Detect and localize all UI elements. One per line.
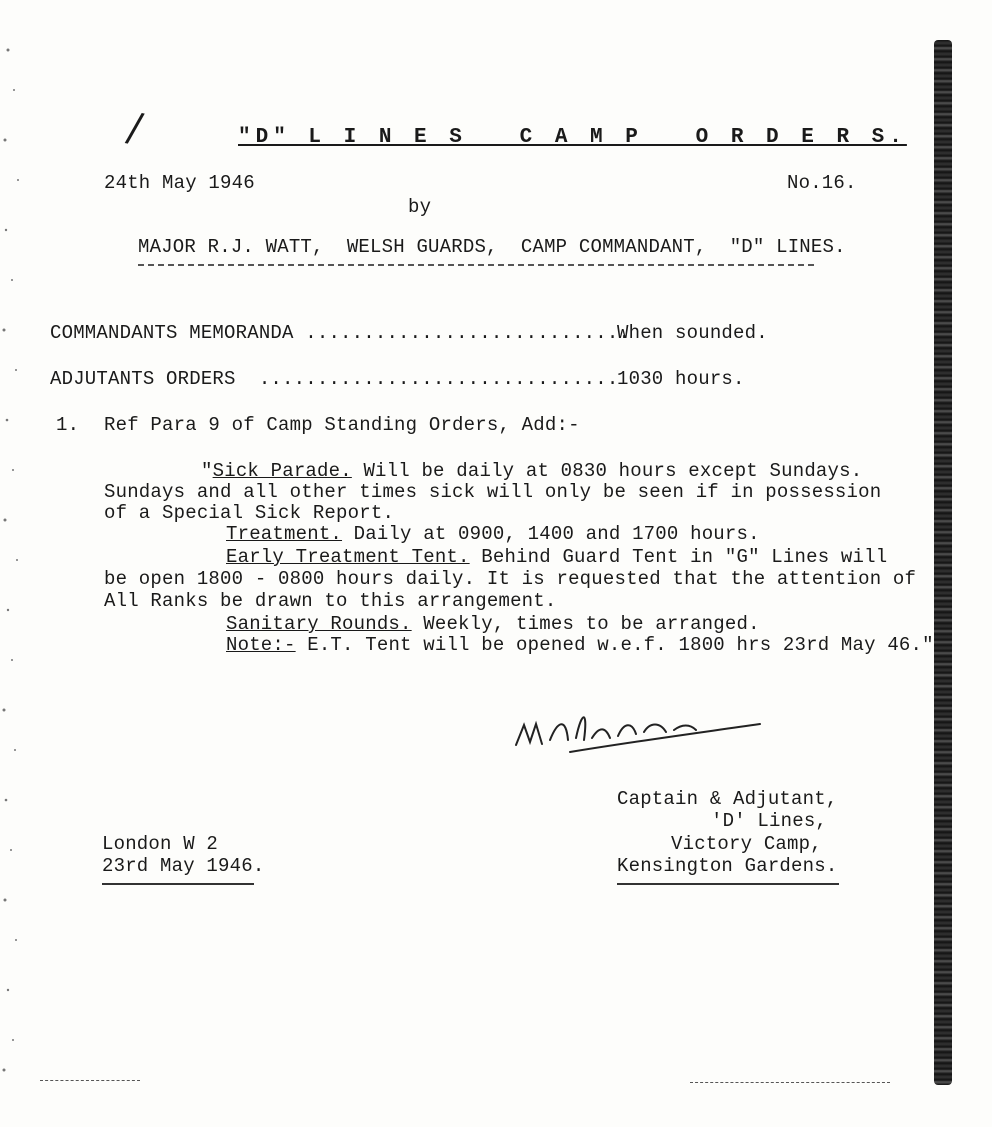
order-date: 24th May 1946 bbox=[104, 172, 255, 194]
early-treatment-heading: Early Treatment Tent. bbox=[226, 546, 470, 568]
issue-place: London W 2 bbox=[102, 833, 219, 855]
early-treatment-line-3: All Ranks be drawn to this arrangement. bbox=[104, 590, 557, 612]
para-number: 1. bbox=[56, 414, 80, 436]
issue-rule bbox=[102, 883, 254, 885]
early-treatment-text: Behind Guard Tent in "G" Lines will bbox=[469, 546, 888, 568]
sick-parade-line-3: of a Special Sick Report. bbox=[104, 502, 395, 524]
commandants-memoranda-value: When sounded. bbox=[617, 322, 768, 344]
treatment-heading: Treatment. bbox=[226, 523, 343, 545]
adjutants-orders-value: 1030 hours. bbox=[617, 368, 745, 390]
document-title: "D" L I N E S C A M P O R D E R S. bbox=[238, 126, 907, 149]
signatory-rule bbox=[617, 883, 839, 885]
note-text: E.T. Tent will be opened w.e.f. 1800 hrs 23rd May 46." bbox=[295, 634, 934, 656]
by-text: by bbox=[408, 196, 432, 218]
pen-tick-mark: / bbox=[123, 104, 147, 152]
sick-parade-heading: Sick Parade. bbox=[212, 460, 352, 482]
sick-parade-quote: " bbox=[201, 460, 213, 482]
bottom-scan-line-left bbox=[40, 1080, 140, 1081]
commandants-memoranda-label: COMMANDANTS MEMORANDA ............................ bbox=[50, 322, 631, 344]
early-treatment-line bbox=[226, 546, 887, 568]
sanitary-rounds-text: Weekly, times to be arranged. bbox=[411, 613, 760, 635]
sick-parade-line-2: Sundays and all other times sick will only be seen if in possession bbox=[104, 481, 882, 503]
signatory-location: Kensington Gardens. bbox=[617, 855, 838, 877]
issue-date: 23rd May 1946. bbox=[102, 855, 265, 877]
signatory-title: Captain & Adjutant, bbox=[617, 788, 838, 810]
sanitary-rounds-heading: Sanitary Rounds. bbox=[226, 613, 412, 635]
early-treatment-line-2: be open 1800 - 0800 hours daily. It is requested that the attention of bbox=[104, 568, 917, 590]
signatory-unit: 'D' Lines, bbox=[711, 810, 828, 832]
sanitary-rounds-line bbox=[226, 613, 760, 635]
para-heading: Ref Para 9 of Camp Standing Orders, Add:- bbox=[104, 414, 580, 436]
sick-parade-line bbox=[201, 460, 862, 482]
issuer-line: MAJOR R.J. WATT, WELSH GUARDS, CAMP COMMANDANT, "D" LINES. bbox=[138, 236, 846, 258]
note-heading: Note:- bbox=[226, 634, 296, 656]
bottom-scan-line-right bbox=[690, 1082, 890, 1083]
treatment-line bbox=[226, 523, 760, 545]
signature bbox=[510, 700, 770, 760]
order-number: No.16. bbox=[787, 172, 857, 194]
treatment-text: Daily at 0900, 1400 and 1700 hours. bbox=[342, 523, 760, 545]
sick-parade-text: Will be daily at 0830 hours except Sundays. bbox=[351, 460, 863, 482]
issuer-rule bbox=[138, 264, 814, 266]
scan-speckle-edge bbox=[0, 30, 60, 1090]
adjutants-orders-label: ADJUTANTS ORDERS ............................... bbox=[50, 368, 619, 390]
signatory-camp: Victory Camp, bbox=[671, 833, 822, 855]
note-line bbox=[226, 634, 934, 656]
scan-binding-edge bbox=[934, 40, 952, 1085]
